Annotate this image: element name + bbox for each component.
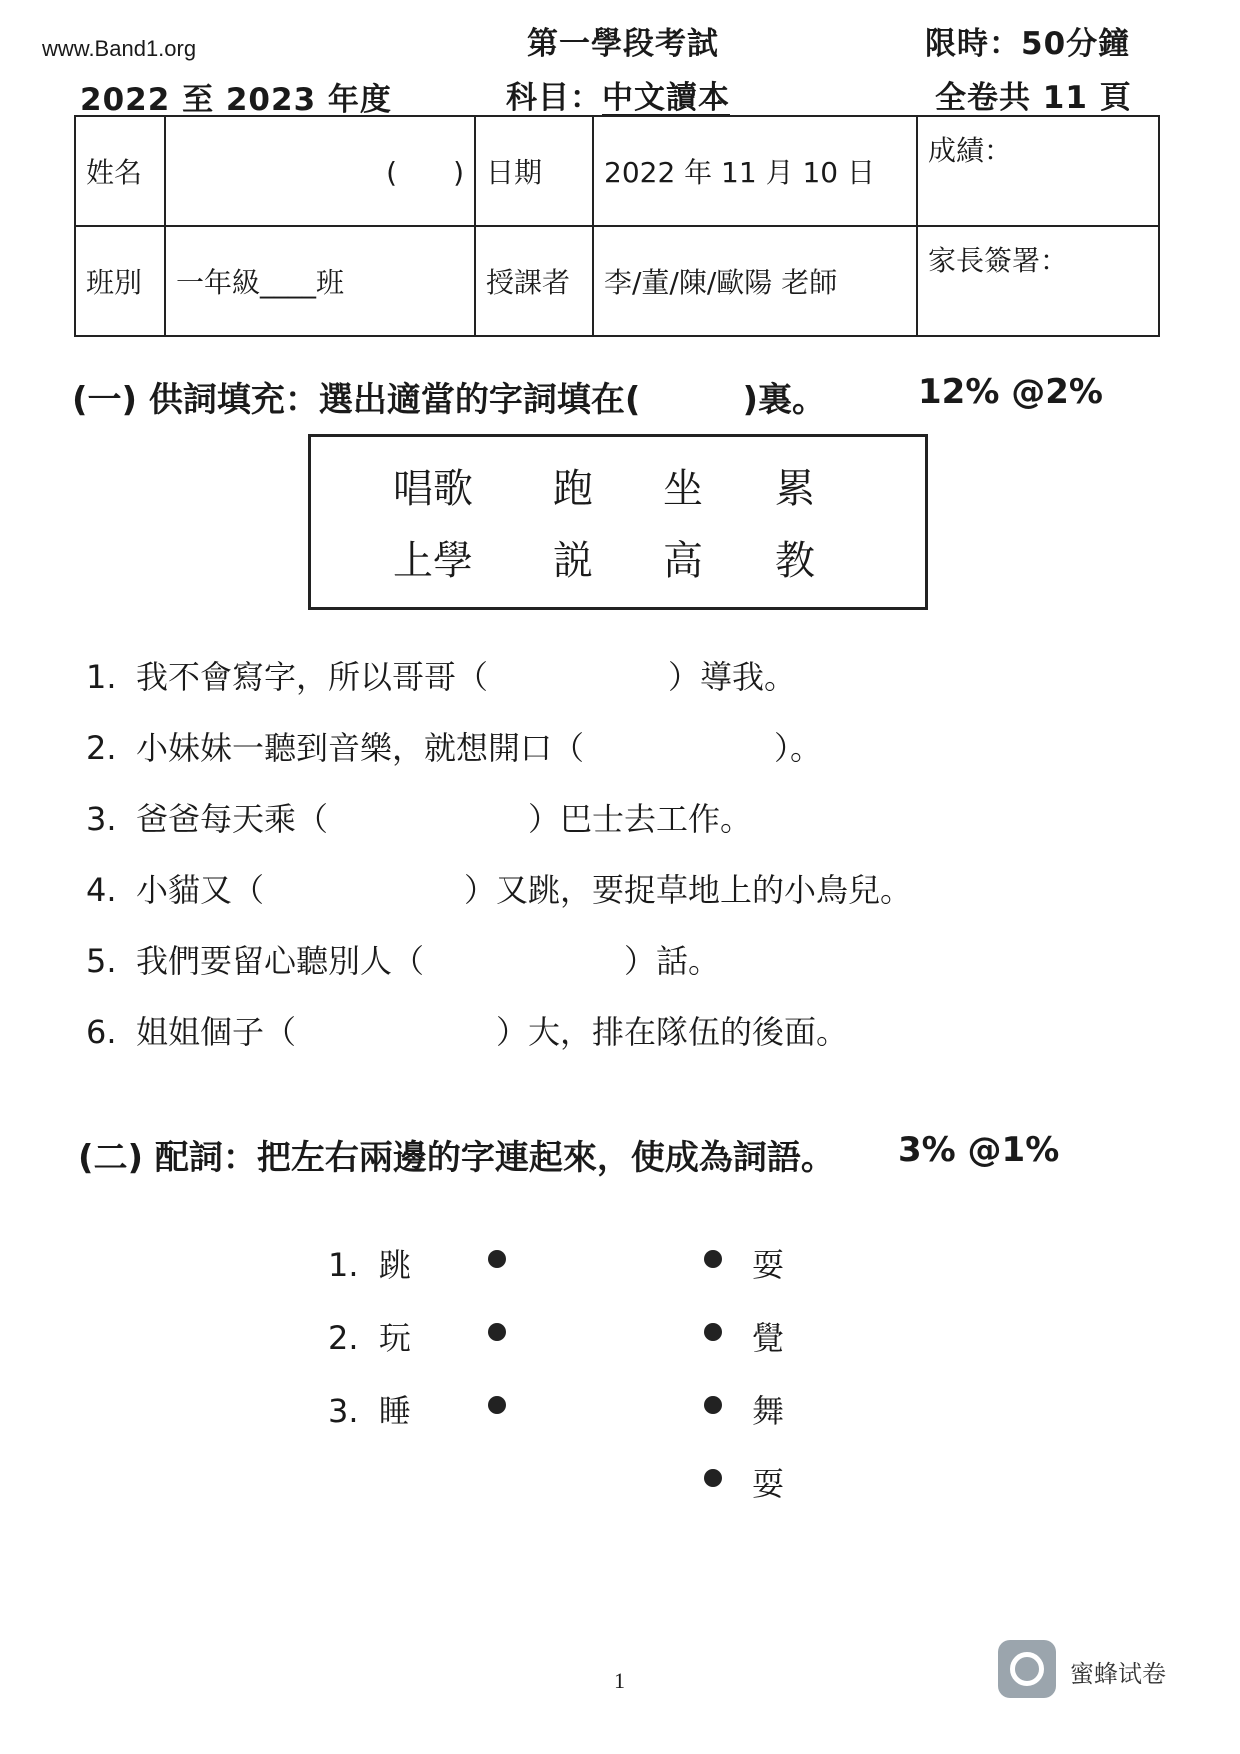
subject-name: 中文讀本 [602,80,730,116]
page-count: 全卷共 11 頁 [935,80,1132,116]
question-number: 4. [86,871,117,909]
word-bank-item: 上學 [393,538,473,584]
question-4 [86,865,912,911]
question-text: 小妹妹一聽到音樂，就想開口（ [136,729,585,767]
question-text: 我們要留心聽別人（ [136,942,425,980]
question-5 [86,936,720,982]
question-text: ）巴士去工作。 [528,800,753,838]
match-right-char: 舞 [752,1392,785,1430]
question-text: 小貓又（ [136,871,265,909]
question-text: ）。 [774,729,823,767]
question-text: 爸爸每天乘（ [136,800,329,838]
match-dot-left[interactable] [488,1323,506,1341]
word-bank-item: 説 [553,538,593,584]
question-number: 3. [86,800,117,838]
question-3 [86,794,752,840]
match-dot-right[interactable] [704,1469,722,1487]
match-dot-left[interactable] [488,1250,506,1268]
question-number: 5. [86,942,117,980]
question-number: 1. [86,658,117,696]
date-value: 2022 年 11 月 10 日 [593,116,917,226]
question-text: ）又跳，要捉草地上的小鳥兒。 [464,871,913,909]
school-year: 2022 至 2023 年度 [80,82,392,118]
match-number: 1. [328,1246,359,1284]
match-dot-right[interactable] [704,1250,722,1268]
class-field[interactable]: 一年級____班 [165,226,475,336]
class-label: 班別 [75,226,165,336]
subject-label: 科目： [506,80,602,116]
name-field[interactable]: ( ) [165,116,475,226]
watermark-site: www.Band1.org [42,36,197,61]
match-left-item-1 [328,1240,411,1286]
word-bank-item: 教 [775,538,815,584]
time-limit: 限時：50分鐘 [925,26,1131,62]
question-text: 姐姐個子（ [136,1013,297,1051]
word-bank-item: 坐 [663,466,703,512]
match-right-char: 覺 [752,1319,785,1357]
exam-title: 第一學段考試 [527,26,719,62]
section2-score: 3% @1% [898,1130,1060,1170]
section1-score: 12% @2% [918,372,1103,412]
match-char: 玩 [378,1319,411,1357]
match-number: 2. [328,1319,359,1357]
section2-title: (二) 配詞：把左右兩邊的字連起來，使成為詞語。 [78,1138,835,1178]
section1-title: (一) 供詞填充：選出適當的字詞填在( )裏。 [72,380,826,420]
word-bank-item: 高 [663,538,703,584]
question-1 [86,652,796,698]
match-dot-left[interactable] [488,1396,506,1414]
question-number: 6. [86,1013,117,1051]
question-text: ）導我。 [668,658,797,696]
page-number: 1 [614,1668,625,1693]
teacher-value: 李/董/陳/歐陽 老師 [593,226,917,336]
word-bank-item: 累 [775,466,815,512]
question-6 [86,1007,848,1053]
student-info-table [74,115,1160,337]
subject-line [506,72,730,117]
name-label: 姓名 [75,116,165,226]
question-text: ）話。 [624,942,721,980]
watermark-brand: 蜜蜂试卷 [1070,1660,1166,1688]
date-label: 日期 [475,116,593,226]
brand-logo-icon [998,1640,1056,1698]
question-text: 我不會寫字，所以哥哥（ [136,658,489,696]
score-field[interactable]: 成績： [917,116,1159,226]
match-char: 睡 [378,1392,411,1430]
word-bank-item: 唱歌 [393,466,473,512]
match-left-item-3 [328,1386,411,1432]
question-text: ）大，排在隊伍的後面。 [496,1013,849,1051]
match-dot-right[interactable] [704,1396,722,1414]
match-right-char: 耍 [752,1465,785,1503]
question-number: 2. [86,729,117,767]
match-left-item-2 [328,1313,411,1359]
match-dot-right[interactable] [704,1323,722,1341]
match-right-char: 耍 [752,1246,785,1284]
word-bank [308,434,928,610]
teacher-label: 授課者 [475,226,593,336]
parent-signature-field[interactable]: 家長簽署： [917,226,1159,336]
match-char: 跳 [378,1246,411,1284]
match-number: 3. [328,1392,359,1430]
question-2 [86,723,822,769]
word-bank-item: 跑 [553,466,593,512]
